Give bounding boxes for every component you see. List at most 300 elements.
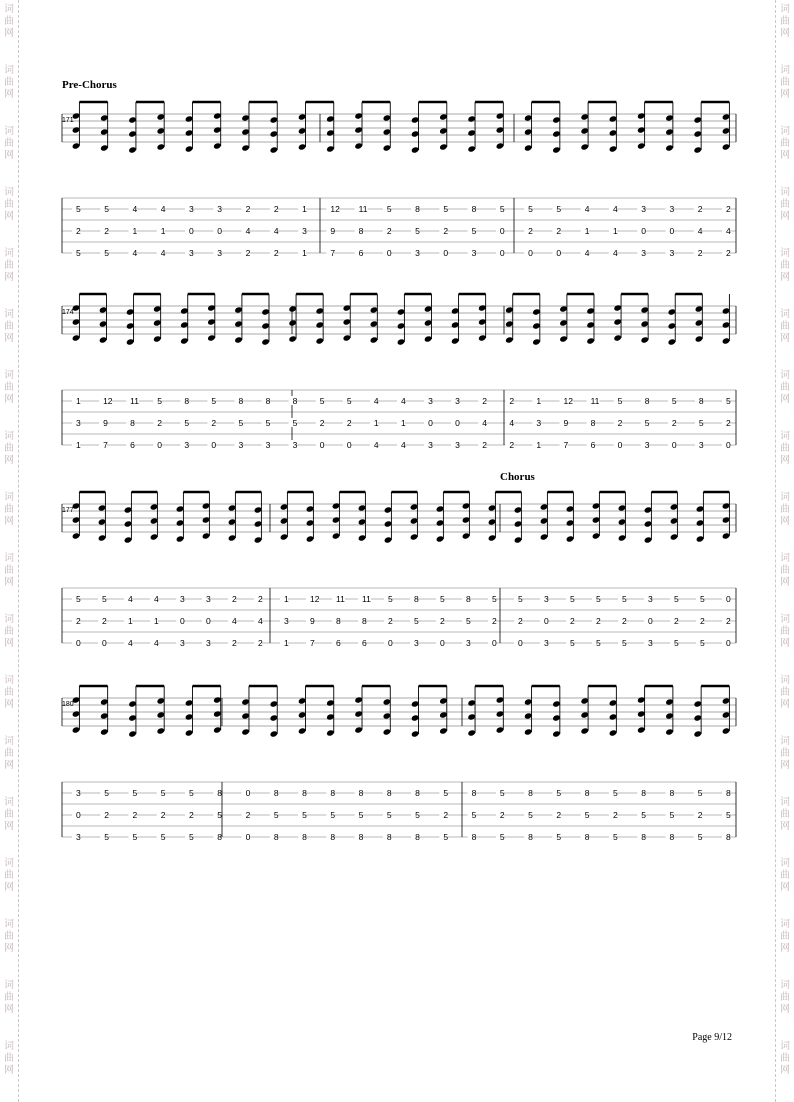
tab-number: 2 [157, 418, 162, 428]
tab-number: 5 [492, 594, 497, 604]
tab-number: 8 [386, 832, 392, 842]
watermark-text: 词 曲 网 [780, 431, 790, 466]
watermark-text: 词 曲 网 [4, 675, 14, 710]
tab-number: 2 [132, 810, 138, 820]
tab-number: 8 [471, 788, 477, 798]
tab-number: 8 [358, 226, 364, 236]
tab-number: 2 [482, 396, 487, 406]
tab-number: 1 [612, 226, 618, 236]
tab-number: 0 [245, 788, 251, 798]
tab-number: 5 [443, 204, 449, 214]
tab-number: 9 [103, 418, 108, 428]
tab-number: 3 [466, 638, 471, 648]
section-label-pre-chorus: Pre-Chorus [62, 79, 117, 91]
tab-number: 5 [386, 810, 392, 820]
tab-number: 4 [726, 226, 731, 236]
tab-number: 7 [103, 440, 108, 450]
tab-number: 2 [697, 204, 703, 214]
tab-number: 4 [132, 248, 138, 258]
tab-number: 0 [726, 594, 731, 604]
tab-number: 5 [570, 638, 575, 648]
tab-number: 6 [130, 440, 135, 450]
tab-number: 5 [238, 418, 244, 428]
tab-number: 4 [401, 440, 406, 450]
tab-number: 3 [648, 594, 653, 604]
tab-number: 8 [641, 832, 646, 842]
tab-number: 2 [499, 810, 505, 820]
tab-number: 5 [189, 832, 194, 842]
tab-number: 3 [455, 396, 460, 406]
tab-number: 2 [556, 226, 562, 236]
tab-number: 8 [584, 832, 590, 842]
tab-number: 5 [700, 594, 705, 604]
tab-number: 5 [388, 594, 393, 604]
tab-number: 2 [509, 396, 515, 406]
tab-number: 4 [584, 204, 590, 214]
tab-number: 8 [130, 418, 135, 428]
tab-number: 7 [563, 440, 569, 450]
tab-number: 5 [76, 248, 81, 258]
tab-number: 5 [160, 832, 166, 842]
tab-number: 2 [697, 810, 703, 820]
tab-number: 5 [528, 810, 533, 820]
tab-number: 0 [641, 226, 646, 236]
tab-number: 0 [102, 638, 107, 648]
tab-number: 2 [273, 204, 279, 214]
watermark-text: 词 曲 网 [4, 858, 14, 893]
watermark-text: 词 曲 网 [780, 187, 790, 222]
tab-number: 8 [528, 832, 533, 842]
tab-number: 4 [482, 418, 487, 428]
measure-number: 171 [62, 117, 74, 124]
tab-number: 2 [726, 204, 731, 214]
left-margin-watermark-strip [0, 0, 19, 1102]
tab-number: 8 [358, 832, 364, 842]
watermark-text: 词 曲 网 [780, 370, 790, 405]
tab-number: 1 [373, 418, 379, 428]
tab-number: 0 [669, 226, 675, 236]
tab-number: 5 [556, 204, 562, 214]
watermark-text: 词 曲 网 [4, 553, 14, 588]
tab-number: 11 [130, 396, 139, 406]
tab-number: 3 [698, 440, 704, 450]
system-svg [62, 292, 736, 462]
tab-number: 4 [154, 594, 159, 604]
tab-number: 5 [160, 788, 166, 798]
tab-number: 5 [499, 788, 505, 798]
tab-number: 9 [330, 226, 336, 236]
tab-number: 8 [528, 788, 533, 798]
tab-number: 2 [245, 248, 251, 258]
tab-number: 2 [726, 248, 731, 258]
tab-number: 0 [492, 638, 497, 648]
tab-number: 11 [336, 594, 345, 604]
tab-number: 5 [414, 616, 419, 626]
tab-number: 5 [466, 616, 471, 626]
tab-number: 7 [310, 638, 315, 648]
tab-number: 12 [103, 396, 113, 406]
tab-number: 8 [415, 832, 420, 842]
tab-number: 5 [528, 204, 533, 214]
tab-number: 5 [273, 810, 279, 820]
section-label-chorus: Chorus [500, 471, 535, 483]
tab-number: 3 [414, 638, 419, 648]
tab-number: 8 [726, 832, 731, 842]
tab-number: 5 [518, 594, 523, 604]
tab-number: 2 [160, 810, 166, 820]
tab-number: 3 [544, 638, 549, 648]
tab-number: 5 [76, 204, 81, 214]
tab-number: 12 [310, 594, 320, 604]
tab-number: 5 [443, 832, 449, 842]
tab-number: 2 [386, 226, 392, 236]
tab-number: 5 [443, 788, 449, 798]
tab-number: 2 [443, 226, 449, 236]
tab-number: 5 [102, 594, 107, 604]
tab-number: 3 [641, 204, 646, 214]
tab-number: 2 [273, 248, 279, 258]
tab-number: 4 [128, 594, 133, 604]
tab-number: 0 [455, 418, 460, 428]
tab-number: 11 [358, 204, 368, 214]
tab-number: 4 [258, 616, 263, 626]
tab-number: 8 [273, 788, 279, 798]
tab-number: 5 [189, 788, 194, 798]
tab-number: 4 [160, 204, 166, 214]
tab-number: 2 [596, 616, 601, 626]
tab-number: 2 [319, 418, 325, 428]
tab-number: 5 [104, 788, 109, 798]
tab-number: 5 [622, 594, 627, 604]
tab-number: 5 [697, 788, 703, 798]
tab-number: 4 [373, 440, 379, 450]
tab-number: 5 [471, 810, 477, 820]
tab-number: 8 [358, 788, 364, 798]
tab-number: 0 [180, 616, 185, 626]
tab-number: 4 [273, 226, 279, 236]
tab-number: 3 [302, 226, 307, 236]
measure-number: 177 [62, 507, 74, 514]
right-margin-watermark-strip [775, 0, 794, 1102]
tab-number: 5 [132, 788, 138, 798]
watermark-text: 词 曲 网 [780, 980, 790, 1015]
tab-number: 8 [386, 788, 392, 798]
tab-number: 11 [362, 594, 371, 604]
tab-number: 6 [358, 248, 364, 258]
tab-number: 5 [104, 204, 109, 214]
tab-number: 1 [132, 226, 138, 236]
tab-number: 6 [336, 638, 341, 648]
tab-number: 7 [330, 248, 336, 258]
tab-number: 2 [570, 616, 575, 626]
tab-number: 0 [726, 638, 731, 648]
tab-number: 0 [388, 638, 393, 648]
watermark-text: 词 曲 网 [4, 980, 14, 1015]
tab-number: 2 [617, 418, 623, 428]
tab-number: 8 [330, 832, 336, 842]
tab-number: 5 [726, 396, 731, 406]
tab-number: 8 [302, 788, 307, 798]
tab-number: 2 [258, 638, 263, 648]
tab-number: 3 [217, 248, 223, 258]
tab-number: 5 [671, 396, 677, 406]
tab-number: 2 [700, 616, 705, 626]
tab-number: 3 [189, 204, 194, 214]
tab-number: 0 [428, 418, 433, 428]
tab-number: 5 [556, 788, 562, 798]
tab-number: 8 [273, 832, 279, 842]
tab-number: 8 [415, 204, 420, 214]
tab-number: 8 [471, 832, 477, 842]
watermark-text: 词 曲 网 [4, 187, 14, 222]
tab-number: 0 [189, 226, 194, 236]
tab-number: 3 [206, 638, 211, 648]
tab-number: 8 [184, 396, 190, 406]
tab-number: 5 [358, 810, 364, 820]
tab-number: 0 [499, 248, 505, 258]
tab-number: 0 [211, 440, 217, 450]
tab-number: 5 [217, 810, 223, 820]
watermark-text: 词 曲 网 [780, 736, 790, 771]
measure-number: 174 [62, 309, 74, 316]
tab-number: 5 [726, 810, 731, 820]
tab-number: 8 [669, 832, 675, 842]
tab-number: 9 [563, 418, 569, 428]
tab-number: 2 [102, 616, 107, 626]
tab-number: 5 [319, 396, 325, 406]
tab-number: 2 [443, 810, 449, 820]
tab-number: 2 [346, 418, 352, 428]
tab-number: 3 [428, 396, 433, 406]
tab-number: 2 [482, 440, 487, 450]
tab-number: 5 [265, 418, 271, 428]
tab-number: 2 [674, 616, 679, 626]
tab-number: 5 [698, 418, 704, 428]
tab-number: 2 [726, 616, 731, 626]
watermark-text: 词 曲 网 [4, 4, 14, 39]
tab-number: 5 [499, 204, 505, 214]
tab-number: 4 [401, 396, 406, 406]
tab-number: 4 [584, 248, 590, 258]
watermark-text: 词 曲 网 [780, 126, 790, 161]
tab-number: 3 [217, 204, 223, 214]
watermark-text: 词 曲 网 [780, 614, 790, 649]
tab-number: 3 [76, 418, 81, 428]
tab-number: 5 [157, 396, 162, 406]
tab-number: 2 [189, 810, 194, 820]
tab-number: 5 [700, 638, 705, 648]
tab-number: 3 [536, 418, 542, 428]
tab-number: 3 [284, 616, 289, 626]
tab-number: 8 [466, 594, 471, 604]
measure-number: 180 [62, 701, 74, 708]
tab-number: 6 [362, 638, 367, 648]
tab-number: 2 [76, 616, 81, 626]
tab-number: 2 [518, 616, 523, 626]
tab-number: 1 [401, 418, 406, 428]
tab-number: 0 [386, 248, 392, 258]
tab-number: 1 [160, 226, 166, 236]
watermark-text: 词 曲 网 [780, 309, 790, 344]
system-svg [62, 100, 736, 270]
watermark-text: 词 曲 网 [4, 370, 14, 405]
tab-number: 2 [556, 810, 562, 820]
tab-number: 5 [674, 638, 679, 648]
tab-number: 5 [415, 226, 420, 236]
tab-number: 3 [180, 638, 185, 648]
tab-number: 6 [590, 440, 596, 450]
tab-number: 1 [302, 248, 307, 258]
tab-number: 5 [596, 638, 601, 648]
watermark-text: 词 曲 网 [780, 492, 790, 527]
tab-number: 4 [373, 396, 379, 406]
tab-number: 0 [499, 226, 505, 236]
tab-number: 2 [245, 204, 251, 214]
tab-number: 8 [590, 418, 596, 428]
tab-number: 4 [612, 248, 618, 258]
tab-number: 3 [206, 594, 211, 604]
tab-number: 5 [330, 810, 336, 820]
tab-number: 5 [612, 832, 618, 842]
watermark-text: 词 曲 网 [780, 675, 790, 710]
watermark-text: 词 曲 网 [4, 797, 14, 832]
tab-number: 3 [669, 248, 675, 258]
watermark-text: 词 曲 网 [780, 1041, 790, 1076]
tab-number: 3 [415, 248, 420, 258]
tab-number: 8 [302, 832, 307, 842]
tab-number: 4 [612, 204, 618, 214]
tab-number: 1 [536, 440, 542, 450]
tab-number: 8 [414, 594, 419, 604]
tab-number: 2 [726, 418, 731, 428]
tab-number: 3 [76, 788, 81, 798]
tab-number: 5 [622, 638, 627, 648]
tab-number: 8 [292, 396, 298, 406]
tab-number: 5 [584, 810, 590, 820]
watermark-text: 词 曲 网 [4, 919, 14, 954]
tab-number: 2 [509, 440, 515, 450]
tab-number: 2 [697, 248, 703, 258]
tab-number: 1 [154, 616, 159, 626]
tab-number: 5 [644, 418, 650, 428]
watermark-text: 词 曲 网 [780, 4, 790, 39]
tab-number: 2 [104, 226, 109, 236]
tab-number: 3 [669, 204, 675, 214]
tab-number: 0 [319, 440, 325, 450]
tab-number: 12 [330, 204, 340, 214]
tab-number: 5 [132, 832, 138, 842]
tab-number: 3 [641, 248, 646, 258]
tab-number: 0 [528, 248, 533, 258]
tab-number: 8 [415, 788, 420, 798]
tab-number: 5 [499, 832, 505, 842]
tab-number: 8 [238, 396, 244, 406]
tab-number: 3 [238, 440, 244, 450]
tab-number: 2 [622, 616, 627, 626]
watermark-text: 词 曲 网 [780, 858, 790, 893]
tab-number: 5 [641, 810, 646, 820]
tab-number: 5 [386, 204, 392, 214]
tab-number: 8 [698, 396, 704, 406]
tab-number: 1 [76, 396, 81, 406]
tab-number: 0 [440, 638, 445, 648]
tab-number: 1 [76, 440, 81, 450]
tab-number: 2 [232, 638, 237, 648]
tab-number: 3 [644, 440, 650, 450]
tab-number: 3 [648, 638, 653, 648]
tab-number: 4 [128, 638, 133, 648]
tab-number: 4 [245, 226, 251, 236]
tab-number: 8 [471, 204, 477, 214]
tab-number: 0 [76, 810, 81, 820]
tab-number: 2 [245, 810, 251, 820]
tab-number: 0 [648, 616, 653, 626]
tab-number: 0 [206, 616, 211, 626]
tab-number: 8 [265, 396, 271, 406]
tab-number: 0 [544, 616, 549, 626]
tab-number: 5 [292, 418, 298, 428]
tab-number: 5 [570, 594, 575, 604]
tab-number: 8 [330, 788, 336, 798]
tab-number: 0 [157, 440, 162, 450]
tab-number: 2 [211, 418, 217, 428]
tab-number: 0 [76, 638, 81, 648]
tab-number: 5 [471, 226, 477, 236]
watermark-text: 词 曲 网 [4, 248, 14, 283]
tab-number: 0 [217, 226, 223, 236]
watermark-text: 词 曲 网 [780, 248, 790, 283]
tab-number: 5 [104, 248, 109, 258]
tab-number: 5 [617, 396, 623, 406]
tab-number: 8 [644, 396, 650, 406]
tab-number: 0 [443, 248, 449, 258]
tab-number: 8 [584, 788, 590, 798]
tab-number: 1 [128, 616, 133, 626]
watermark-text: 词 曲 网 [4, 65, 14, 100]
tab-number: 8 [641, 788, 646, 798]
tab-number: 5 [596, 594, 601, 604]
tab-number: 0 [617, 440, 623, 450]
tab-number: 5 [612, 788, 618, 798]
watermark-text: 词 曲 网 [780, 919, 790, 954]
tab-number: 8 [669, 788, 675, 798]
tab-number: 2 [612, 810, 618, 820]
tab-number: 5 [556, 832, 562, 842]
tab-number: 8 [362, 616, 367, 626]
tab-number: 3 [428, 440, 433, 450]
tab-number: 8 [726, 788, 731, 798]
page-number: Page 9/12 [692, 1032, 732, 1043]
watermark-text: 词 曲 网 [4, 309, 14, 344]
tab-number: 1 [284, 594, 289, 604]
tab-number: 4 [697, 226, 703, 236]
tab-number: 2 [440, 616, 445, 626]
tab-number: 8 [336, 616, 341, 626]
watermark-text: 词 曲 网 [780, 797, 790, 832]
tab-number: 5 [669, 810, 675, 820]
tab-number: 3 [184, 440, 190, 450]
tab-number: 4 [132, 204, 138, 214]
watermark-text: 词 曲 网 [780, 553, 790, 588]
tab-number: 2 [528, 226, 533, 236]
tab-number: 4 [160, 248, 166, 258]
watermark-text: 词 曲 网 [780, 65, 790, 100]
tab-number: 0 [346, 440, 352, 450]
tab-number: 3 [76, 832, 81, 842]
tab-number: 2 [388, 616, 393, 626]
watermark-text: 词 曲 网 [4, 126, 14, 161]
system-svg [62, 684, 736, 854]
